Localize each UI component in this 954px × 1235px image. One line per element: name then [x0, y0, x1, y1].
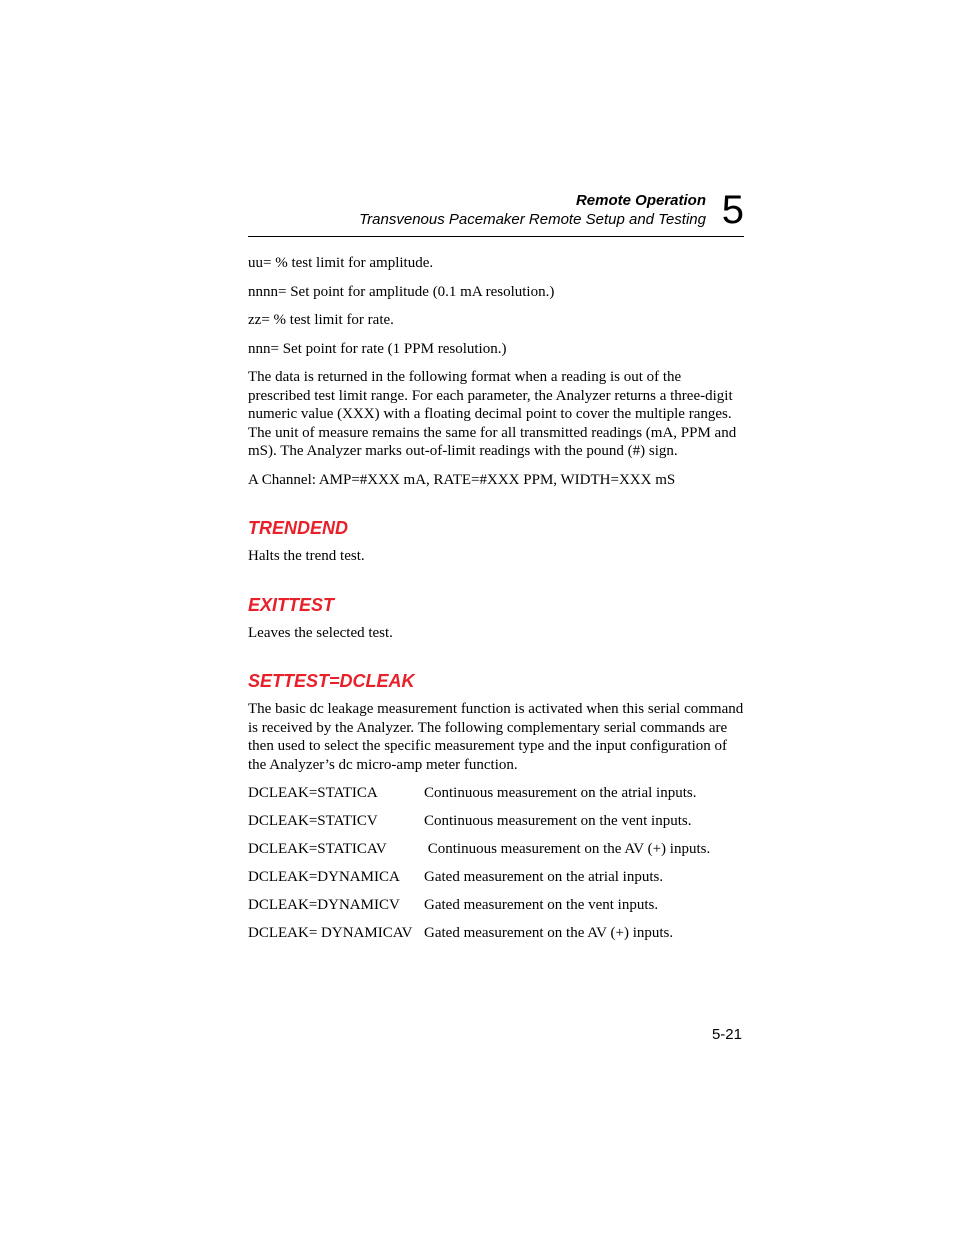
trendend-body: Halts the trend test.: [248, 548, 365, 564]
heading-settest-dcleak: SETTEST=DCLEAK: [248, 671, 415, 691]
running-header: [248, 188, 744, 237]
param-uu: uu= % test limit for amplitude.: [248, 255, 434, 271]
command-name: DCLEAK=STATICV: [248, 813, 378, 829]
command-description: Continuous measurement on the vent inputs.: [424, 813, 692, 829]
command-name: DCLEAK=STATICA: [248, 785, 378, 801]
command-row: [248, 924, 744, 943]
command-row: [248, 784, 744, 803]
header-section-title: Remote Operation: [575, 192, 706, 209]
command-description: Continuous measurement on the atrial inputs.: [424, 785, 697, 801]
command-description: Gated measurement on the AV (+) inputs.: [424, 925, 674, 941]
command-row: [248, 868, 744, 887]
command-row: [248, 896, 744, 915]
heading-exittest: EXITTEST: [248, 594, 335, 615]
command-description: Gated measurement on the atrial inputs.: [424, 869, 664, 885]
command-row: [248, 840, 744, 859]
page-content: [248, 254, 744, 952]
settest-body: The basic dc leakage measurement function is activated when this serial command is received by the Analyzer. The following complementary serial commands are then used to select the specific measurement type and the input configuration of the Analyzer’s dc micro-amp meter function.: [248, 701, 744, 773]
command-name: DCLEAK=STATICAV: [248, 841, 387, 857]
format-example: A Channel: AMP=#XXX mA, RATE=#XXX PPM, WIDTH=XXX mS: [248, 471, 676, 488]
param-nnn: nnn= Set point for rate (1 PPM resolution.): [248, 340, 507, 357]
param-nnnn: nnnn= Set point for amplitude (0.1 mA resolution.): [248, 283, 555, 300]
param-zz: zz= % test limit for rate.: [248, 312, 394, 328]
exittest-body: Leaves the selected test.: [248, 624, 393, 641]
command-name: DCLEAK=DYNAMICA: [248, 869, 400, 885]
chapter-number: 5: [721, 188, 744, 232]
heading-trendend: TRENDEND: [248, 518, 349, 538]
command-description: Continuous measurement on the AV (+) inputs.: [424, 841, 711, 857]
command-list: [248, 784, 744, 943]
page-number: 5-21: [711, 1026, 742, 1043]
header-subtitle: Transvenous Pacemaker Remote Setup and Testing: [359, 211, 706, 228]
command-name: DCLEAK= DYNAMICAV: [248, 925, 413, 941]
command-description: Gated measurement on the vent inputs.: [424, 897, 659, 913]
format-paragraph: The data is returned in the following format when a reading is out of the prescribed test limit range. For each parameter, the Analyzer returns a three-digit numeric value (XXX) with a floating decimal point to cover the multiple ranges. The unit of measure remains the same for all transmitted readings (mA, PPM and mS). The Analyzer marks out-of-limit readings with the pound (#) sign.: [248, 369, 737, 459]
command-name: DCLEAK=DYNAMICV: [248, 897, 400, 913]
command-row: [248, 812, 744, 831]
